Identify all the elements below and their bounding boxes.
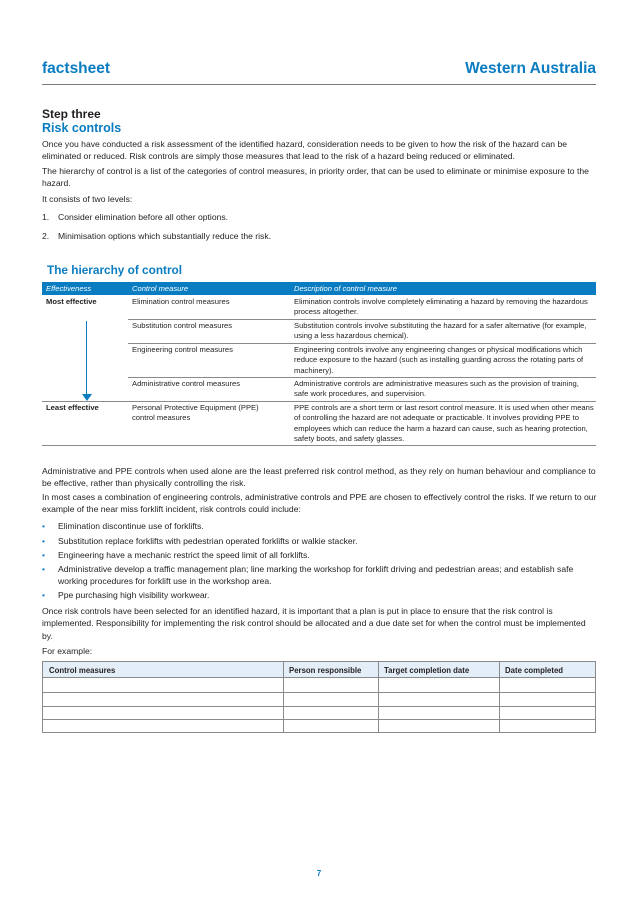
bullet-icon: • <box>42 521 46 531</box>
table-row <box>42 319 596 343</box>
header-target-completion-date: Target completion date <box>384 666 470 675</box>
row-divider <box>43 706 595 707</box>
bullet-text: Ppe purchasing high visibility workwear. <box>58 590 210 600</box>
risk-controls-heading: Risk controls <box>42 121 122 135</box>
level-text: Consider elimination before all other options. <box>58 212 229 222</box>
header-control-measure: Control measure <box>132 284 189 293</box>
measure-cell: Administrative control measures <box>132 379 241 388</box>
header-date-completed: Date completed <box>505 666 564 675</box>
western-australia-label: Western Australia <box>465 60 596 77</box>
header-person-responsible: Person responsible <box>289 666 362 675</box>
column-divider <box>499 662 500 732</box>
bullet-text: Administrative develop a traffic management plan; line marking the workshop for forklift driving and pedestrian areas; and establish safe working procedures for forklift use in the workshop area. <box>58 564 574 587</box>
plan-paragraph: Once risk controls have been selected for an identified hazard, it is important that a plan is put in place to ensure that the risk control is implemented. Responsibility for implementing the risk control should be allocated and a due date set for when the control must be implemented by. <box>42 606 586 641</box>
hierarchy-paragraph: The hierarchy of control is a list of the categories of control measures, in priority order, that can be used to eliminate or minimise exposure to the hazard. <box>42 166 589 189</box>
control-plan-header <box>43 662 595 678</box>
page-header <box>42 60 596 85</box>
level-number: 2. <box>42 231 50 241</box>
page-number: 7 <box>316 869 322 878</box>
bullet-text: Substitution replace forklifts with pedestrian operated forklifts or walkie stacker. <box>58 536 358 546</box>
levels-intro: It consists of two levels: <box>42 194 133 204</box>
header-description: Description of control measure <box>294 284 397 293</box>
factsheet-label: factsheet <box>42 60 111 77</box>
bullet-icon: • <box>42 564 46 574</box>
description-cell: PPE controls are a short term or last resort control measure. It is used when other means of controlling the hazard are not adequate or practicable. It involves providing PPE to employees which can reduce the harm a hazard can cause, such as hearing protection, safety boots, and safety glasses. <box>294 403 594 444</box>
column-divider <box>378 662 379 732</box>
level-item <box>42 230 271 242</box>
table-row <box>42 401 596 445</box>
step-heading: Step three <box>42 107 101 121</box>
description-cell: Engineering controls involve any engineering changes or physical modifications which reduce exposure to the hazard (such as installing guarding across the rotating parts of machinery). <box>294 345 584 375</box>
admin-ppe-paragraph: Administrative and PPE controls when used alone are the least preferred risk control method, as they rely on human behaviour and compliance to be effective, rather than physically controlling the risk. <box>42 466 596 489</box>
table-row <box>42 343 596 377</box>
description-cell: Administrative controls are administrative measures such as the provision of training, safe work procedures, and supervision. <box>294 379 579 399</box>
bullet-text: Engineering have a mechanic restrict the speed limit of all forklifts. <box>58 550 310 560</box>
level-item <box>42 211 228 223</box>
hierarchy-table <box>42 282 596 446</box>
measure-cell: Elimination control measures <box>132 297 230 306</box>
bullet-icon: • <box>42 590 46 600</box>
description-cell: Substitution controls involve substituting the hazard for a safer alternative (for example, using a less hazardous chemical). <box>294 321 587 341</box>
measure-cell: Substitution control measures <box>132 321 233 330</box>
table-row <box>42 377 596 401</box>
description-cell: Elimination controls involve completely eliminating a hazard by removing the hazardous process altogether. <box>294 297 588 317</box>
level-text: Minimisation options which substantially reduce the risk. <box>58 231 272 241</box>
measure-cell: Personal Protective Equipment (PPE) control measures <box>132 403 259 423</box>
effectiveness-cell: Most effective <box>46 297 97 306</box>
effectiveness-cell: Least effective <box>46 403 99 412</box>
header-control-measures: Control measures <box>49 666 116 675</box>
table-row <box>42 295 596 319</box>
for-example-label: For example: <box>42 646 93 656</box>
table-bottom-border <box>42 445 596 446</box>
bullet-icon: • <box>42 536 46 546</box>
measure-cell: Engineering control measures <box>132 345 233 354</box>
level-number: 1. <box>42 212 50 222</box>
hierarchy-table-header <box>42 282 596 295</box>
column-divider <box>283 662 284 732</box>
intro-paragraph: Once you have conducted a risk assessment of the identified hazard, consideration needs to be given to how the risk of the hazard can be eliminated or reduced. Risk controls are simply those measures that lead to the risk of a hazard being reduced or eliminated. <box>42 139 568 162</box>
header-effectiveness: Effectiveness <box>46 284 92 293</box>
arrow-down-icon <box>82 394 92 401</box>
row-divider <box>43 692 595 693</box>
hierarchy-title: The hierarchy of control <box>47 263 183 277</box>
bullet-icon: • <box>42 550 46 560</box>
control-plan-table <box>42 661 596 733</box>
row-divider <box>43 719 595 720</box>
combination-paragraph: In most cases a combination of engineering controls, administrative controls and PPE are chosen to effectively control the risks. If we return to our example of the near miss forklift incident, risk controls could include: <box>42 492 597 515</box>
bullet-text: Elimination discontinue use of forklifts. <box>58 521 204 531</box>
effectiveness-arrow-line <box>86 321 87 396</box>
